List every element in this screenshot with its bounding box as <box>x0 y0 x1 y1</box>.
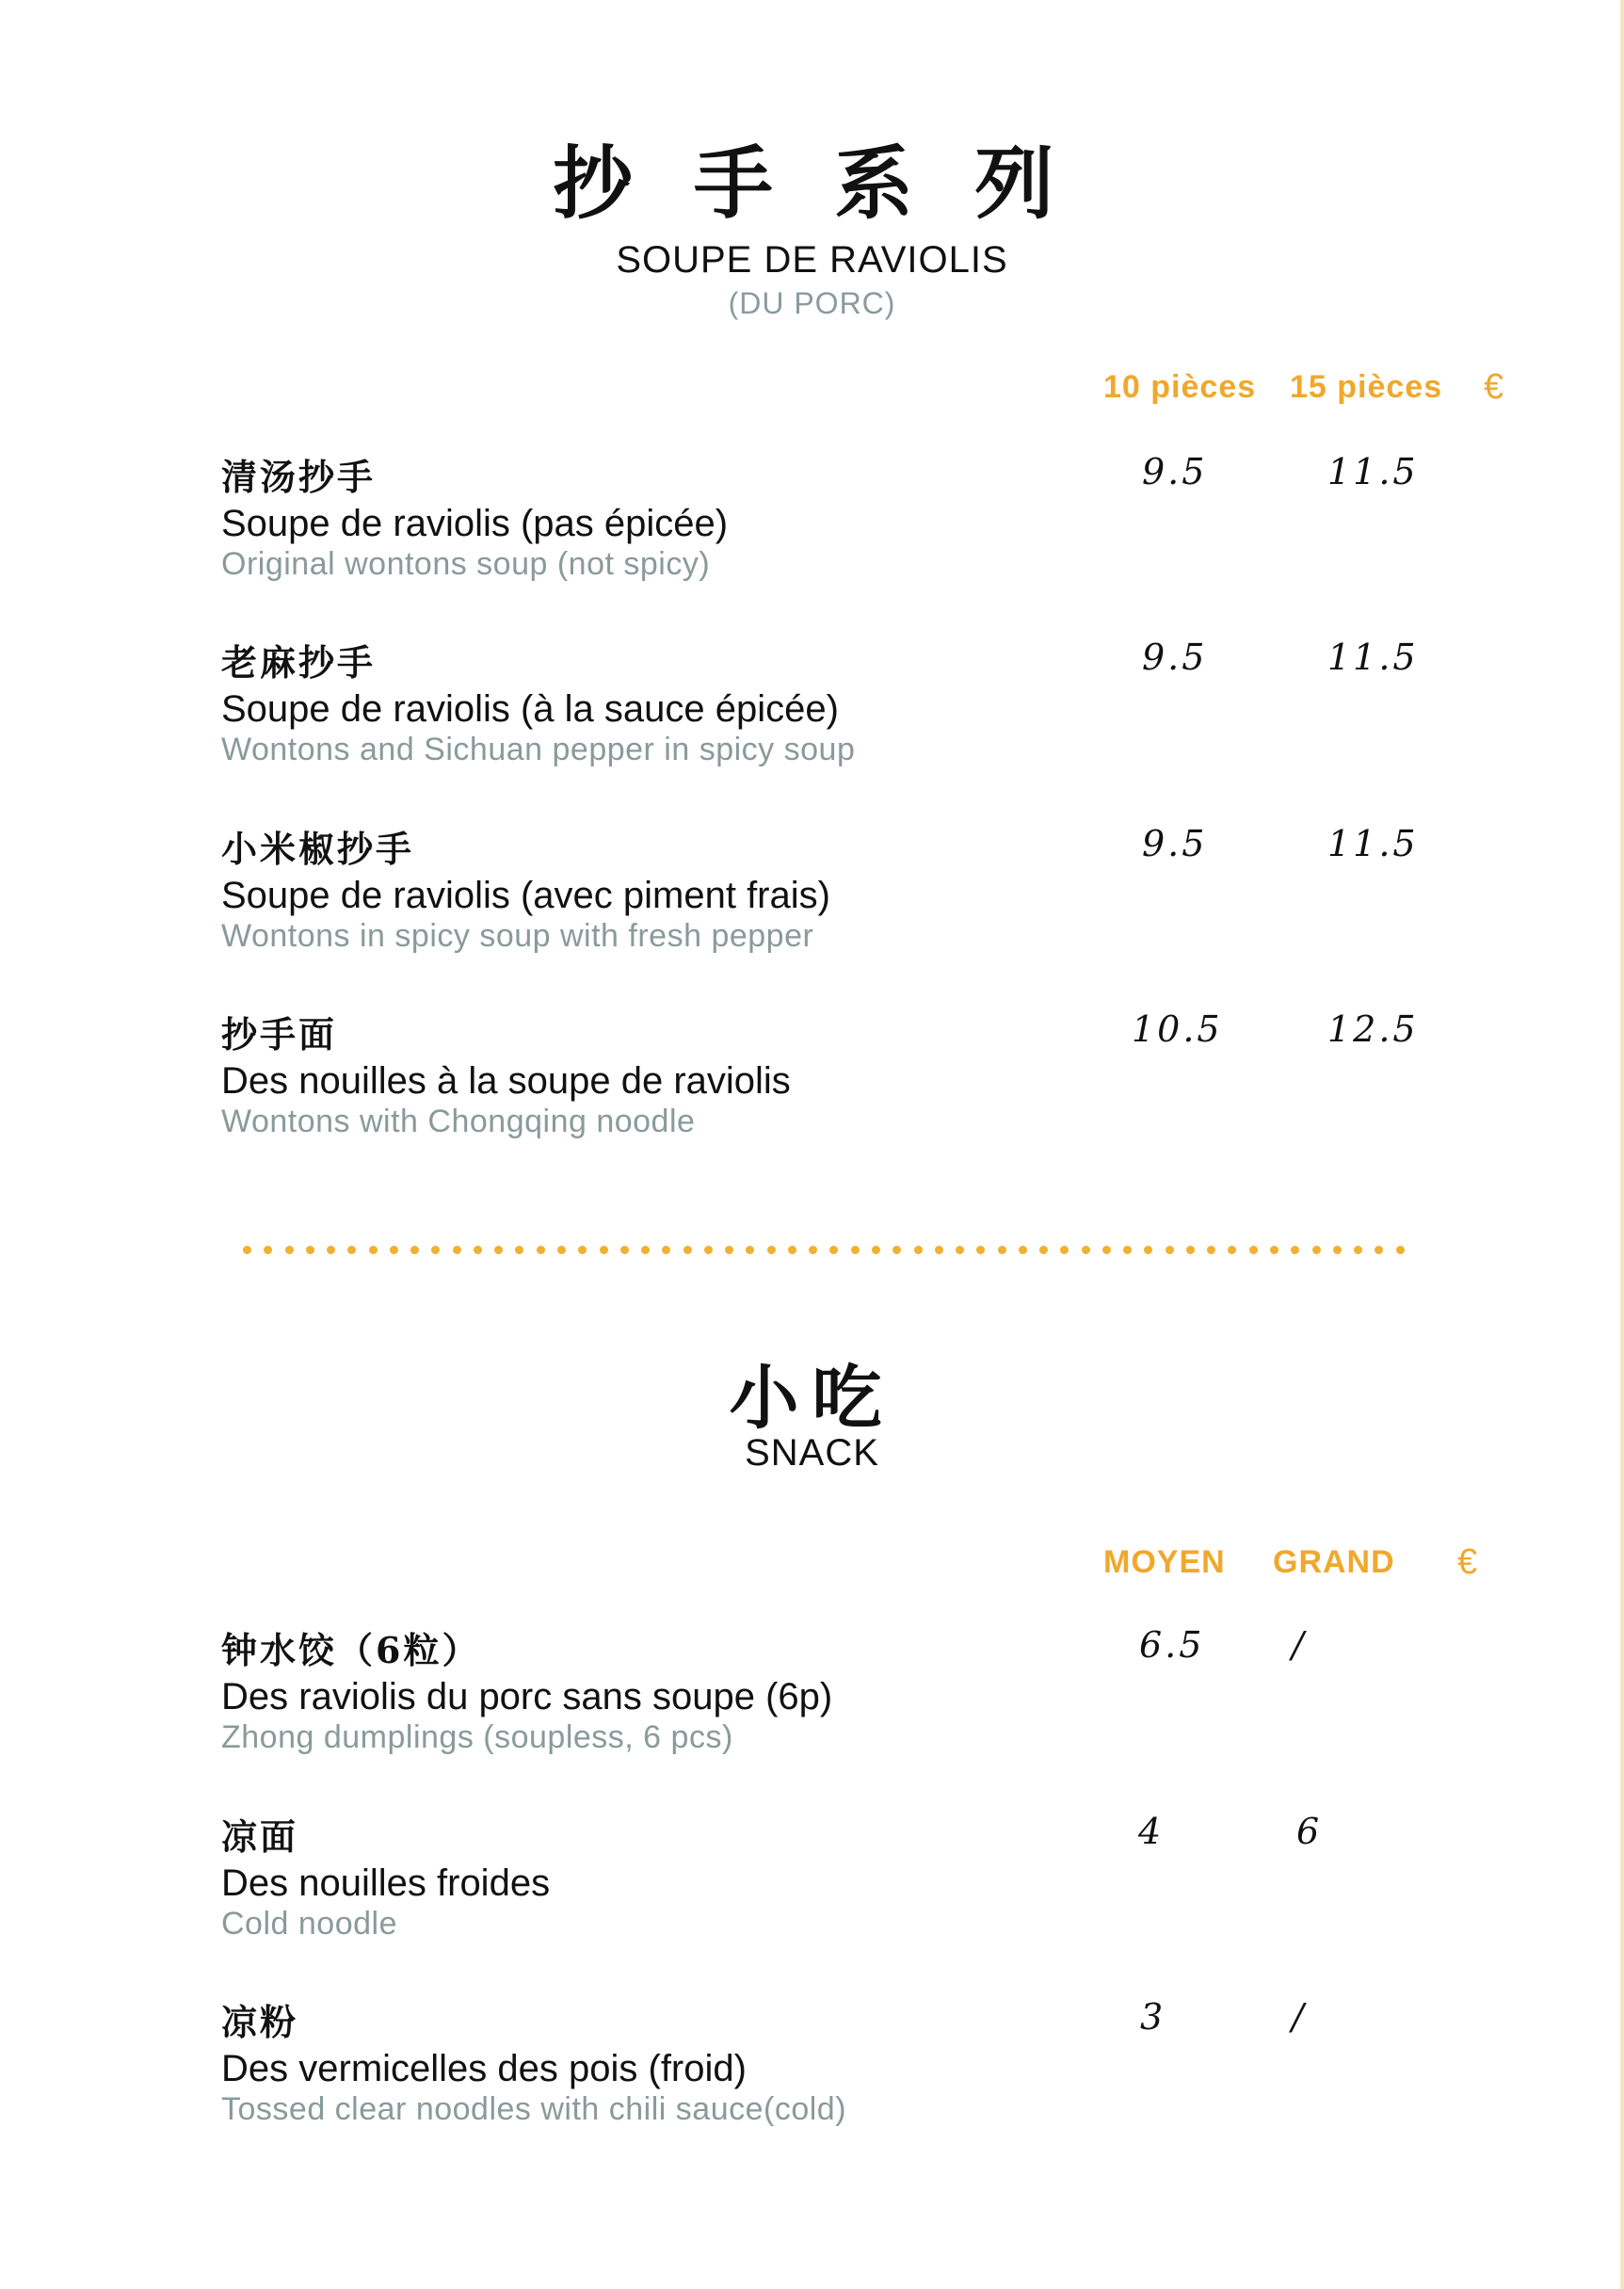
divider-dot <box>494 1246 503 1254</box>
divider-dot <box>683 1246 692 1254</box>
item-name-chinese: 清汤抄手 <box>221 456 377 498</box>
divider-dot <box>788 1246 796 1254</box>
divider-dot <box>1207 1246 1215 1254</box>
item-name-chinese: 凉粉 <box>221 2001 299 2043</box>
price-moyen: 6.5 <box>1139 1624 1205 1666</box>
divider-dot <box>1249 1246 1258 1254</box>
price-moyen: 3 <box>1140 1996 1166 2038</box>
item-name-french: Soupe de raviolis (pas épicée) <box>221 503 729 544</box>
item-name-french: Soupe de raviolis (à la sauce épicée) <box>221 688 839 730</box>
section-title-french: SOUPE DE RAVIOLIS <box>616 239 1008 281</box>
divider-dot <box>704 1246 713 1254</box>
divider-dot <box>1019 1246 1027 1254</box>
divider-dot <box>1375 1246 1383 1254</box>
price-15-pieces: 12.5 <box>1327 1008 1419 1050</box>
price-grand: 6 <box>1296 1811 1323 1852</box>
price-10-pieces: 9.5 <box>1142 637 1208 678</box>
divider-dot <box>390 1246 398 1254</box>
item-name-english: Cold noodle <box>221 1906 397 1942</box>
column-header-grand: GRAND <box>1273 1544 1395 1580</box>
divider-dot <box>347 1246 356 1254</box>
divider-dot <box>1186 1246 1195 1254</box>
divider-dot <box>243 1246 251 1254</box>
divider-dot <box>976 1246 985 1254</box>
divider-dot <box>1396 1246 1405 1254</box>
divider-dot <box>285 1246 294 1254</box>
divider-dot <box>956 1246 964 1254</box>
divider-dot <box>767 1246 776 1254</box>
item-name-french: Des vermicelles des pois (froid) <box>221 2048 747 2089</box>
divider-dot <box>453 1246 461 1254</box>
item-name-english: Zhong dumplings (soupless, 6 pcs) <box>221 1719 733 1755</box>
divider-dot <box>829 1246 838 1254</box>
column-header-moyen: MOYEN <box>1103 1544 1226 1580</box>
divider-dot <box>935 1246 943 1254</box>
divider-dot <box>306 1246 314 1254</box>
item-name-english: Wontons and Sichuan pepper in spicy soup <box>221 732 856 767</box>
divider-dot <box>474 1246 482 1254</box>
price-grand: / <box>1292 1996 1307 2038</box>
divider-dot <box>998 1246 1006 1254</box>
price-grand: / <box>1292 1624 1307 1666</box>
divider-dot <box>892 1246 901 1254</box>
divider-dot <box>600 1246 608 1254</box>
item-name-french: Des nouilles froides <box>221 1862 551 1904</box>
divider-dot <box>1082 1246 1090 1254</box>
price-15-pieces: 11.5 <box>1327 451 1419 492</box>
divider-dot <box>1102 1246 1111 1254</box>
divider-dot <box>1166 1246 1174 1254</box>
divider-dot <box>1039 1246 1048 1254</box>
divider-dot <box>1144 1246 1152 1254</box>
item-name-english: Tossed clear noodles with chili sauce(cold) <box>221 2091 847 2127</box>
divider-dot <box>851 1246 860 1254</box>
price-10-pieces: 10.5 <box>1132 1008 1223 1050</box>
item-name-chinese: 抄手面 <box>221 1013 338 1056</box>
item-name-chinese: 凉面 <box>221 1815 299 1858</box>
divider-dot <box>410 1246 419 1254</box>
item-name-french: Des nouilles à la soupe de raviolis <box>221 1060 791 1102</box>
divider-dot <box>1123 1246 1132 1254</box>
section-title-french: SNACK <box>745 1432 879 1474</box>
column-header-10-pieces: 10 pièces <box>1103 369 1257 405</box>
column-header-currency: € <box>1457 1542 1478 1582</box>
item-name-english: Original wontons soup (not spicy) <box>221 546 711 582</box>
divider-dot <box>620 1246 629 1254</box>
section-title-chinese: 小吃 <box>729 1358 895 1439</box>
divider-dot <box>431 1246 440 1254</box>
divider-dot <box>725 1246 733 1254</box>
dotted-divider <box>243 1242 1405 1257</box>
item-name-english: Wontons with Chongqing noodle <box>221 1104 696 1139</box>
price-10-pieces: 9.5 <box>1142 823 1208 864</box>
divider-dot <box>578 1246 587 1254</box>
divider-dot <box>914 1246 923 1254</box>
section-title-chinese: 抄 手 系 列 <box>553 137 1071 230</box>
item-name-chinese: 老麻抄手 <box>221 641 377 684</box>
divider-dot <box>264 1246 272 1254</box>
divider-dot <box>746 1246 754 1254</box>
divider-dot <box>557 1246 566 1254</box>
divider-dot <box>809 1246 817 1254</box>
item-name-french: Des raviolis du porc sans soupe (6p) <box>221 1676 833 1717</box>
divider-dot <box>1060 1246 1069 1254</box>
menu-item <box>221 1993 1351 2153</box>
divider-dot <box>641 1246 650 1254</box>
divider-dot <box>537 1246 545 1254</box>
item-name-chinese: 钟水饺（6粒） <box>221 1629 481 1671</box>
column-header-currency: € <box>1484 367 1504 407</box>
divider-dot <box>1228 1246 1236 1254</box>
section-subtitle: (DU PORC) <box>728 286 896 320</box>
page-edge-rule <box>1620 0 1624 2289</box>
divider-dot <box>327 1246 335 1254</box>
divider-dot <box>1270 1246 1278 1254</box>
price-15-pieces: 11.5 <box>1327 637 1419 678</box>
divider-dot <box>872 1246 880 1254</box>
item-name-french: Soupe de raviolis (avec piment frais) <box>221 875 830 916</box>
column-header-15-pieces: 15 pièces <box>1290 369 1443 405</box>
price-10-pieces: 9.5 <box>1142 451 1208 492</box>
divider-dot <box>1291 1246 1299 1254</box>
price-moyen: 4 <box>1138 1811 1165 1852</box>
divider-dot <box>662 1246 670 1254</box>
menu-item <box>221 1808 1351 1968</box>
divider-dot <box>1333 1246 1342 1254</box>
price-15-pieces: 11.5 <box>1327 823 1419 864</box>
divider-dot <box>369 1246 378 1254</box>
divider-dot <box>1312 1246 1321 1254</box>
divider-dot <box>515 1246 523 1254</box>
item-name-chinese: 小米椒抄手 <box>221 828 415 870</box>
divider-dot <box>1354 1246 1362 1254</box>
item-name-english: Wontons in spicy soup with fresh pepper <box>221 918 814 954</box>
